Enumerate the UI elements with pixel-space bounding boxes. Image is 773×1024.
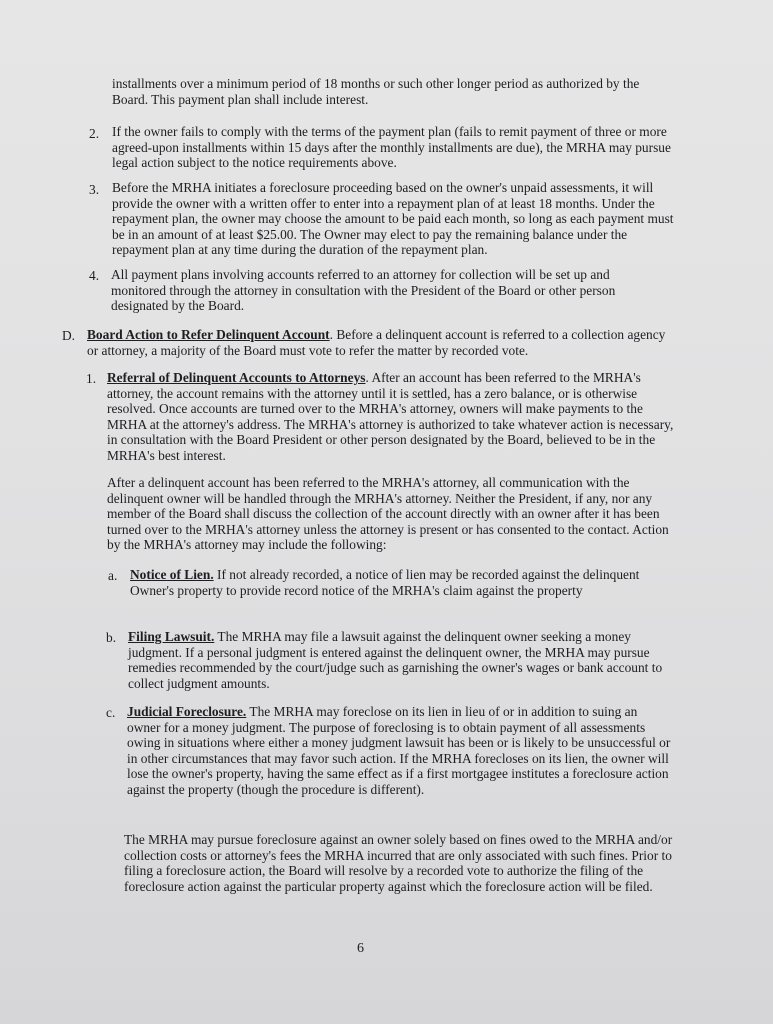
subitem-c-paragraph (127, 704, 672, 798)
page-number: 6 (357, 941, 364, 956)
subitem-c-letter: c. (106, 705, 116, 720)
section-d-paragraph (87, 327, 677, 358)
section-d-text: . Before a delinquent account is referred to a collection agency or attorney, a majority of the Board must vote to refer the matter by recorded vote. (87, 327, 666, 358)
item-4-text: All payment plans involving accounts referred to an attorney for collection will be set up and monitored through the attorney in consultation with the President of the Board or other person designated by the Board. (111, 267, 616, 314)
subitem-c-heading: Judicial Foreclosure. (127, 704, 247, 719)
intro-paragraph (112, 76, 657, 107)
subitem-b-text: The MRHA may file a lawsuit against the delinquent owner seeking a money judgment. If a personal judgment is entered against the delinquent owner, the MRHA may pursue remedies recommended by the court/judge such as garnishing the owner's wages or bank account to collect judgment amounts. (128, 629, 663, 691)
item-4-number: 4. (89, 268, 100, 283)
section-d-label: D. (62, 328, 76, 343)
closing-paragraph: The MRHA may pursue foreclosure against an owner solely based on fines owed to the MRHA and/or collection costs or attorney's fees the MRHA incurred that are only associated with such fines. Prior to filing a foreclosure action, the Board will resolve by a recorded vote to authorize the filing of the foreclosure action against the particular property against which the foreclosure action will be filed. (124, 832, 673, 894)
subitem-b-paragraph (128, 629, 678, 691)
sub1-paragraph-2: After a delinquent account has been referred to the MRHA's attorney, all communication with the delinquent owner will be handled through the MRHA's attorney. Neither the President, if any, nor any member of the Board shall discuss the collection of the account directly with an owner after it has been turned over to the MRHA's attorney unless the attorney is present or has consented to the contact. Action by the MRHA's attorney may include the following: (107, 475, 669, 553)
item-2-text: If the owner fails to comply with the terms of the payment plan (fails to remit payment of three or more agreed-upon installments within 15 days after the monthly installments are due), the MRHA may pursue legal action subject to the notice requirements above. (112, 124, 671, 171)
sub1-number: 1. (86, 371, 97, 386)
subitem-b-letter: b. (106, 630, 117, 645)
item-3-number: 3. (89, 182, 100, 197)
intro-text: installments over a minimum period of 18 months or such other longer period as authorized by the Board. This payment plan shall include interest. (112, 76, 640, 107)
subitem-b-heading: Filing Lawsuit. (128, 629, 215, 644)
item-3-text: Before the MRHA initiates a foreclosure proceeding based on the owner's unpaid assessments, it will provide the owner with a written offer to enter into a repayment plan of at least 18 months. Under the repayment plan, the owner may choose the amount to be paid each month, so long as each payment must be in an amount of at least $25.00. The Owner may elect to pay the remaining balance under the repayment plan at any time during the duration of the repayment plan. (112, 180, 674, 258)
subitem-a-text: If not already recorded, a notice of lien may be recorded against the delinquent Owner's property to provide record notice of the MRHA's claim against the property (130, 567, 640, 598)
subitem-a-paragraph (130, 567, 650, 598)
item-2-number: 2. (89, 126, 100, 141)
sub1-text: . After an account has been referred to the MRHA's attorney, the account remains with the attorney until it is settled, has a zero balance, or is otherwise resolved. Once accounts are turned over to the MRHA's attorney, owners will make payments to the MRHA at the attorney's address. The MRHA's attorney is authorized to take whatever action is necessary, in consultation with the Board President or other person designated by the Board, believed to be in the MRHA's best interest. (107, 370, 674, 463)
subitem-a-letter: a. (108, 568, 118, 583)
section-d-heading: Board Action to Refer Delinquent Account (87, 327, 330, 342)
sub1-paragraph (107, 370, 679, 464)
sub1-heading: Referral of Delinquent Accounts to Attorneys (107, 370, 366, 385)
subitem-a-heading: Notice of Lien. (130, 567, 214, 582)
subitem-c-text: The MRHA may foreclose on its lien in lieu of or in addition to suing an owner for a money judgment. The purpose of foreclosing is to obtain payment of all assessments owing in situations where either a money judgment lawsuit has been or is likely to be unsuccessful or in other circumstances that may favor such action. If the MRHA forecloses on its lien, the owner will lose the owner's property, having the same effect as if a first mortgagee institutes a foreclosure action against the property (though the procedure is different). (127, 704, 671, 797)
